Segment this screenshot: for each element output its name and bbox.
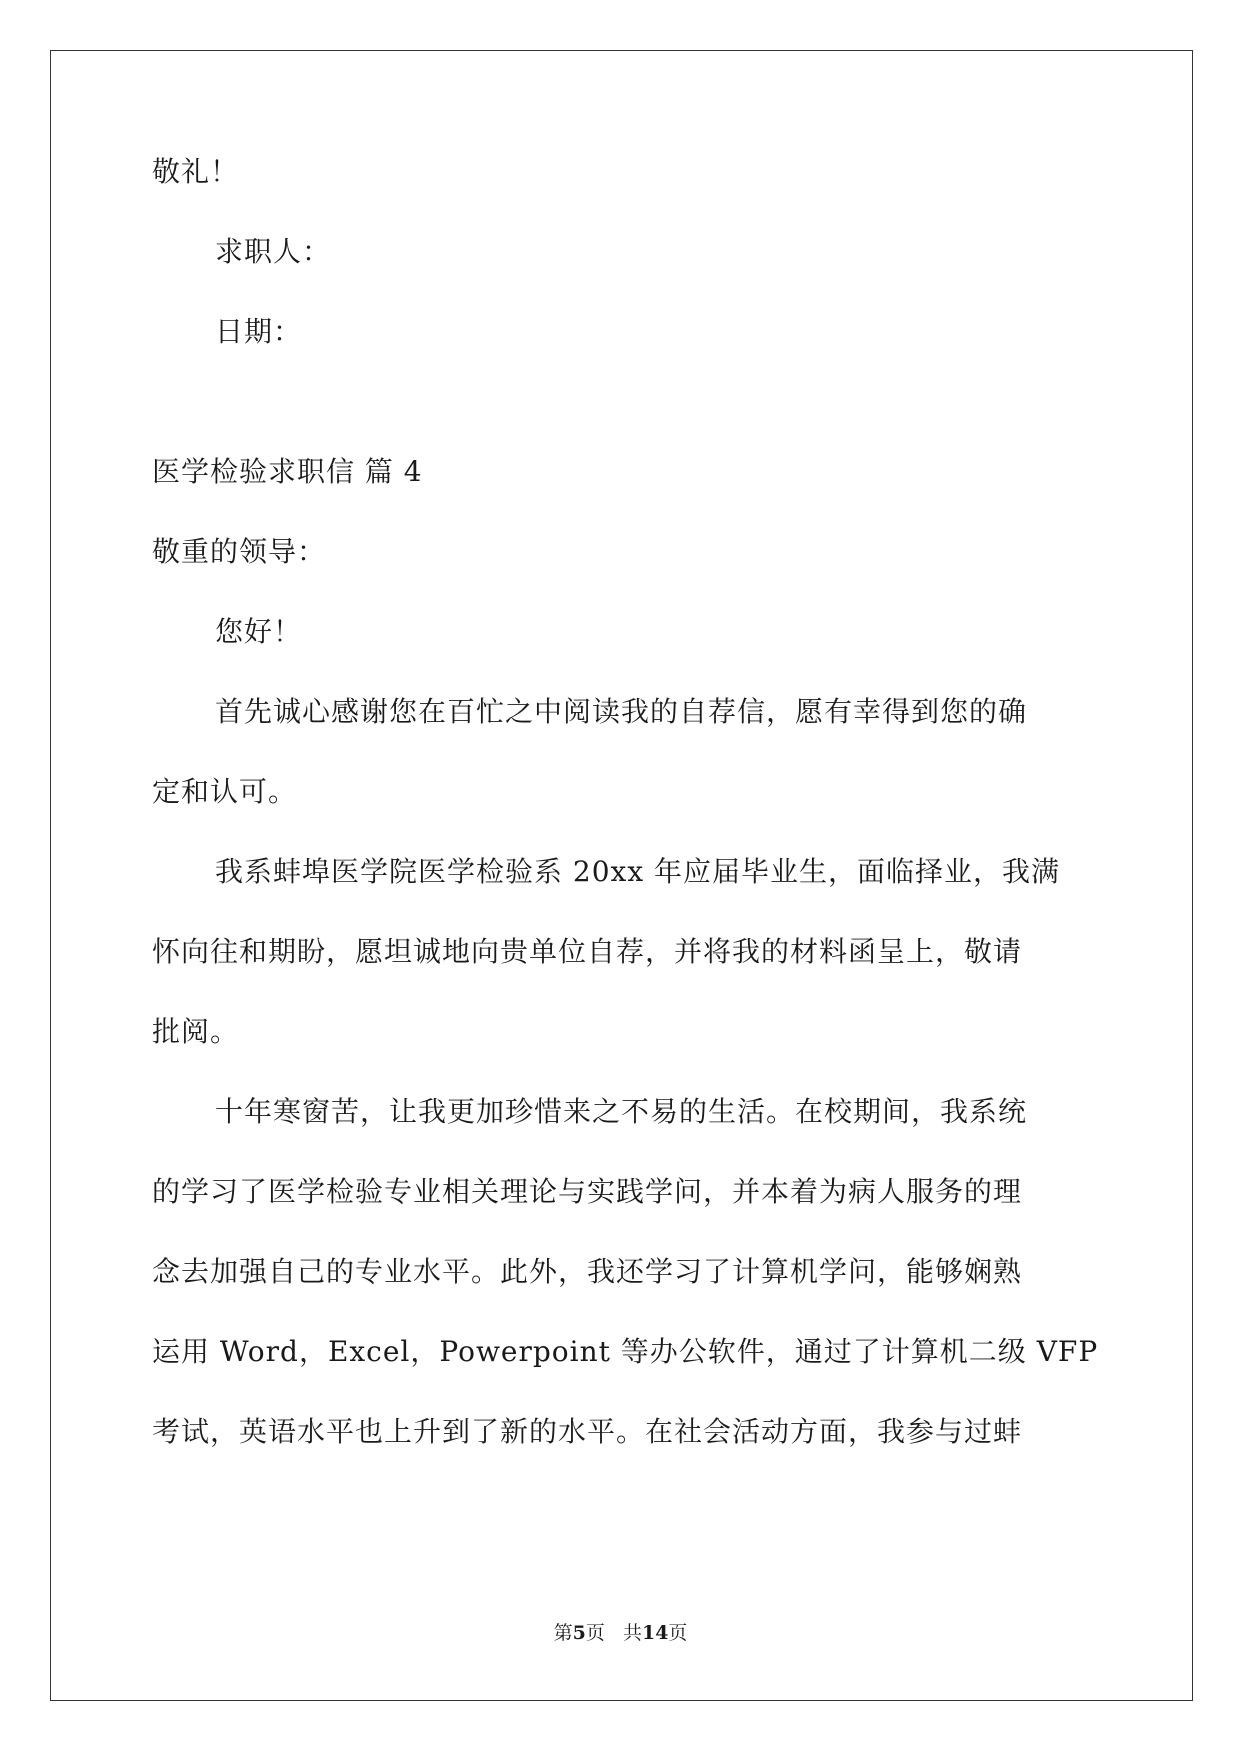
- closing-text: 敬礼！: [152, 155, 240, 188]
- paragraph-1-line: 定和认可。: [152, 775, 298, 808]
- footer-page-word: 页: [585, 1622, 605, 1644]
- footer-total-prefix: 共: [622, 1622, 642, 1644]
- paragraph-3-line: 念去加强自己的专业水平。此外，我还学习了计算机学问，能够娴熟: [152, 1255, 1023, 1288]
- total-pages-number: 14: [641, 1622, 669, 1644]
- salutation: 敬重的领导：: [152, 535, 327, 568]
- page-footer: [0, 1620, 1241, 1646]
- paragraph-2-line: 批阅。: [152, 1015, 240, 1048]
- paragraph-3-line: 十年寒窗苦，让我更加珍惜来之不易的生活。在校期间，我系统: [215, 1095, 1028, 1128]
- paragraph-3-line: 运用 Word，Excel，Powerpoint 等办公软件，通过了计算机二级 VFP: [152, 1335, 1099, 1368]
- paragraph-2-line: 我系蚌埠医学院医学检验系 20xx 年应届毕业生，面临择业，我满: [215, 855, 1061, 888]
- paragraph-1-line: 首先诚心感谢您在百忙之中阅读我的自荐信，愿有幸得到您的确: [215, 695, 1028, 728]
- footer-total-suffix: 页: [668, 1622, 688, 1644]
- paragraph-3-line: 考试，英语水平也上升到了新的水平。在社会活动方面，我参与过蚌: [152, 1415, 1023, 1448]
- footer-prefix: 第: [553, 1622, 573, 1644]
- greeting: 您好！: [215, 615, 303, 648]
- paragraph-2-line: 怀向往和期盼，愿坦诚地向贵单位自荐，并将我的材料函呈上，敬请: [152, 935, 1023, 968]
- paragraph-3-line: 的学习了医学检验专业相关理论与实践学问，并本着为病人服务的理: [152, 1175, 1023, 1208]
- section-title: 医学检验求职信 篇 4: [152, 455, 423, 488]
- applicant-label: 求职人：: [215, 235, 332, 268]
- current-page-number: 5: [572, 1622, 586, 1644]
- date-label: 日期：: [215, 315, 303, 348]
